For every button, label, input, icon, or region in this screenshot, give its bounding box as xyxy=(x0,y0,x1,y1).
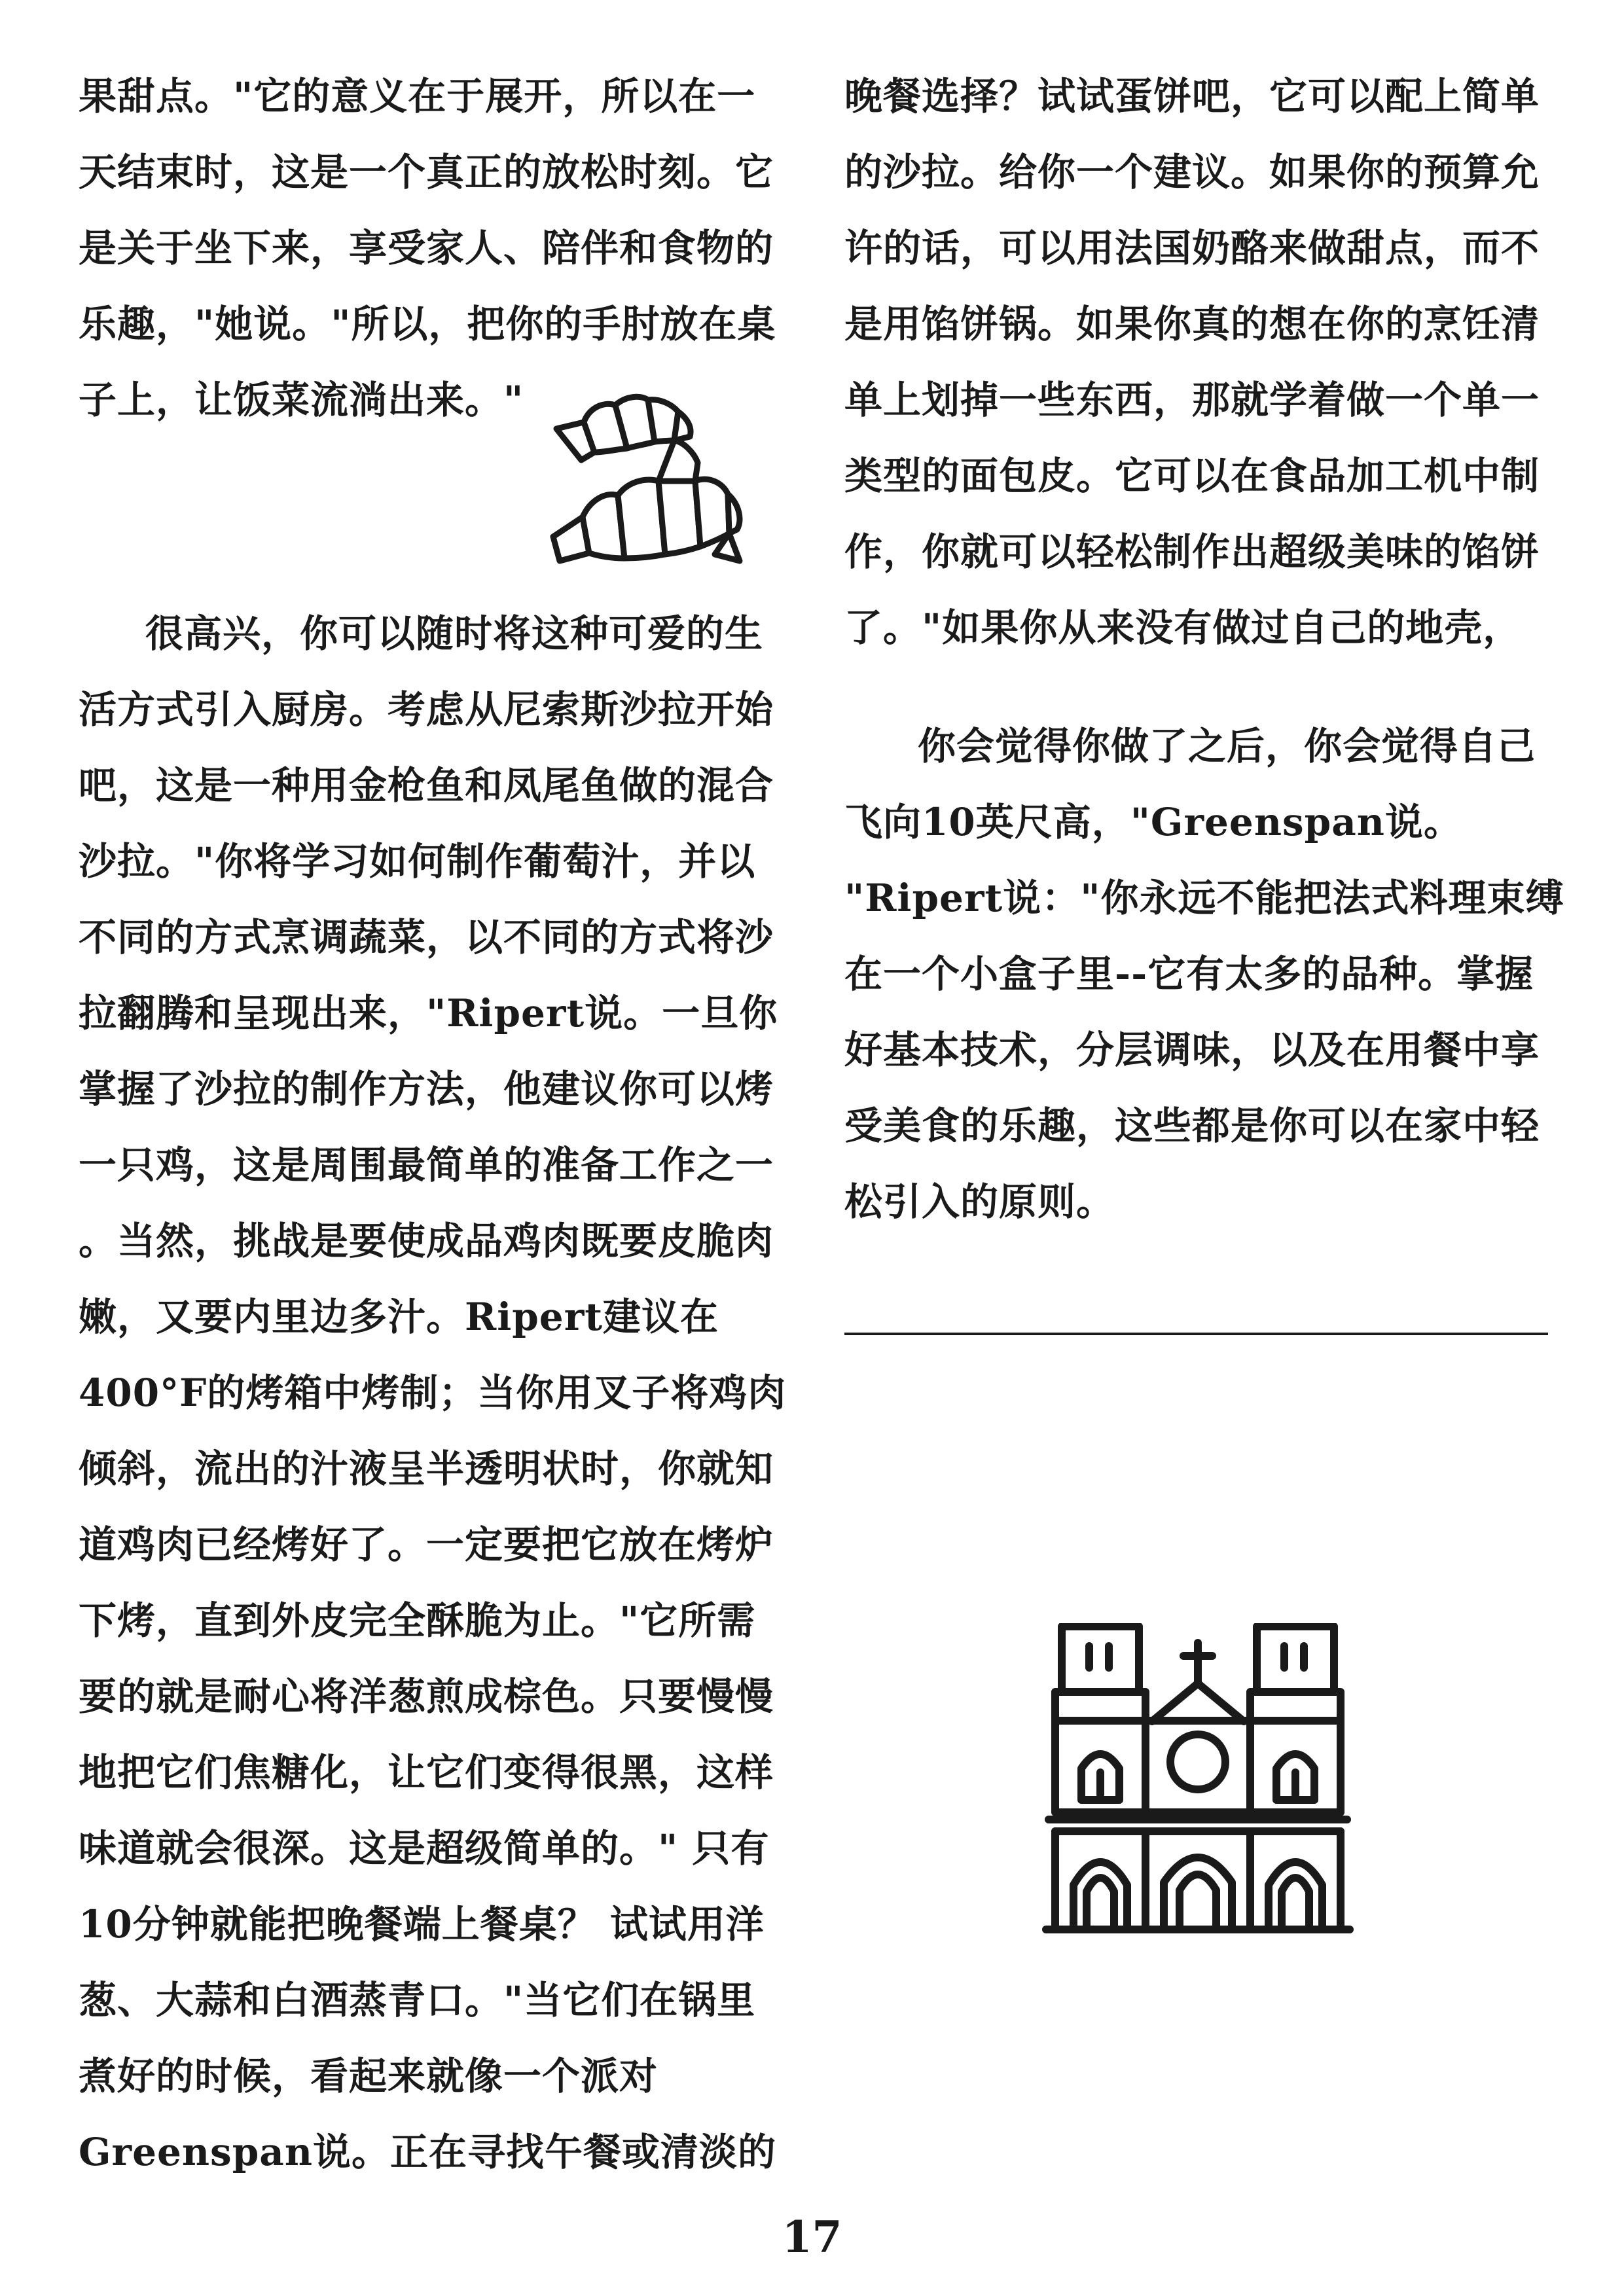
text-line: 要的就是耐心将洋葱煎成棕色。只要慢慢 xyxy=(79,1674,774,1719)
text-line: "Ripert说："你永远不能把法式料理束缚 xyxy=(844,876,1564,920)
text-line: 受美食的乐趣，这些都是你可以在家中轻 xyxy=(844,1103,1540,1148)
text-line: 作，你就可以轻松制作出超级美味的馅饼 xyxy=(844,529,1540,574)
text-line: 400°F的烤箱中烤制；当你用叉子将鸡肉 xyxy=(79,1371,787,1415)
text-line: 嫩，又要内里边多汁。Ripert建议在 xyxy=(79,1295,719,1339)
text-line: 10分钟就能把晚餐端上餐桌？ 试试用洋 xyxy=(79,1902,765,1946)
text-line: 掌握了沙拉的制作方法，他建议你可以烤 xyxy=(79,1067,774,1111)
text-line: 沙拉。"你将学习如何制作葡萄汁，并以 xyxy=(79,839,756,884)
text-line: 是关于坐下来，享受家人、陪伴和食物的 xyxy=(79,226,774,270)
text-line: 的沙拉。给你一个建议。如果你的预算允 xyxy=(844,150,1540,194)
text-line: 是用馅饼锅。如果你真的想在你的烹饪清 xyxy=(844,302,1540,346)
text-line: 拉翻腾和呈现出来，"Ripert说。一旦你 xyxy=(79,991,778,1035)
text-line: 下烤，直到外皮完全酥脆为止。"它所需 xyxy=(79,1598,756,1643)
text-line: 天结束时，这是一个真正的放松时刻。它 xyxy=(79,150,774,194)
text-line: 你会觉得你做了之后，你会觉得自己 xyxy=(918,724,1536,768)
text-line: 煮好的时候，看起来就像一个派对 xyxy=(79,2054,659,2098)
text-line: 活方式引入厨房。考虑从尼索斯沙拉开始 xyxy=(79,687,774,732)
text-line: 晚餐选择？试试蛋饼吧，它可以配上简单 xyxy=(844,74,1540,118)
text-line: 地把它们焦糖化，让它们变得很黑，这样 xyxy=(79,1750,774,1795)
text-line: 了。"如果你从来没有做过自己的地壳， xyxy=(844,605,1522,650)
text-line: 果甜点。"它的意义在于展开，所以在一 xyxy=(79,74,756,118)
text-line: Greenspan说。正在寻找午餐或清淡的 xyxy=(79,2130,777,2174)
text-line: 类型的面包皮。它可以在食品加工机中制 xyxy=(844,454,1540,498)
cathedral-icon xyxy=(1041,1623,1355,1937)
section-divider xyxy=(844,1333,1548,1335)
text-line: 吧，这是一种用金枪鱼和凤尾鱼做的混合 xyxy=(79,763,774,808)
page-number: 17 xyxy=(782,2212,842,2263)
text-line: 味道就会很深。这是超级简单的。" 只有 xyxy=(79,1826,770,1871)
text-line: 葱、大蒜和白酒蒸青口。"当它们在锅里 xyxy=(79,1978,756,2022)
text-line: 子上，让饭菜流淌出来。" xyxy=(79,378,524,422)
text-line: 倾斜，流出的汁液呈半透明状时，你就知 xyxy=(79,1446,774,1491)
text-line: 道鸡肉已经烤好了。一定要把它放在烤炉 xyxy=(79,1522,774,1567)
text-line: 在一个小盒子里--它有太多的品种。掌握 xyxy=(844,952,1534,996)
text-line: 许的话，可以用法国奶酪来做甜点，而不 xyxy=(844,226,1540,270)
text-line: 单上划掉一些东西，那就学着做一个单一 xyxy=(844,378,1540,422)
text-line: 一只鸡，这是周围最简单的准备工作之一 xyxy=(79,1143,774,1187)
text-line: 乐趣，"她说。"所以，把你的手肘放在桌 xyxy=(79,302,776,346)
text-line: 松引入的原则。 xyxy=(844,1179,1115,1224)
text-line: 好基本技术，分层调味，以及在用餐中享 xyxy=(844,1028,1540,1072)
text-line: 飞向10英尺高，"Greenspan说。 xyxy=(844,800,1462,844)
text-line: 很高兴，你可以随时将这种可爱的生 xyxy=(145,611,764,656)
text-line: 不同的方式烹调蔬菜，以不同的方式将沙 xyxy=(79,915,774,960)
croissant-icon xyxy=(543,389,746,579)
text-line: 。当然，挑战是要使成品鸡肉既要皮脆肉 xyxy=(79,1219,774,1263)
